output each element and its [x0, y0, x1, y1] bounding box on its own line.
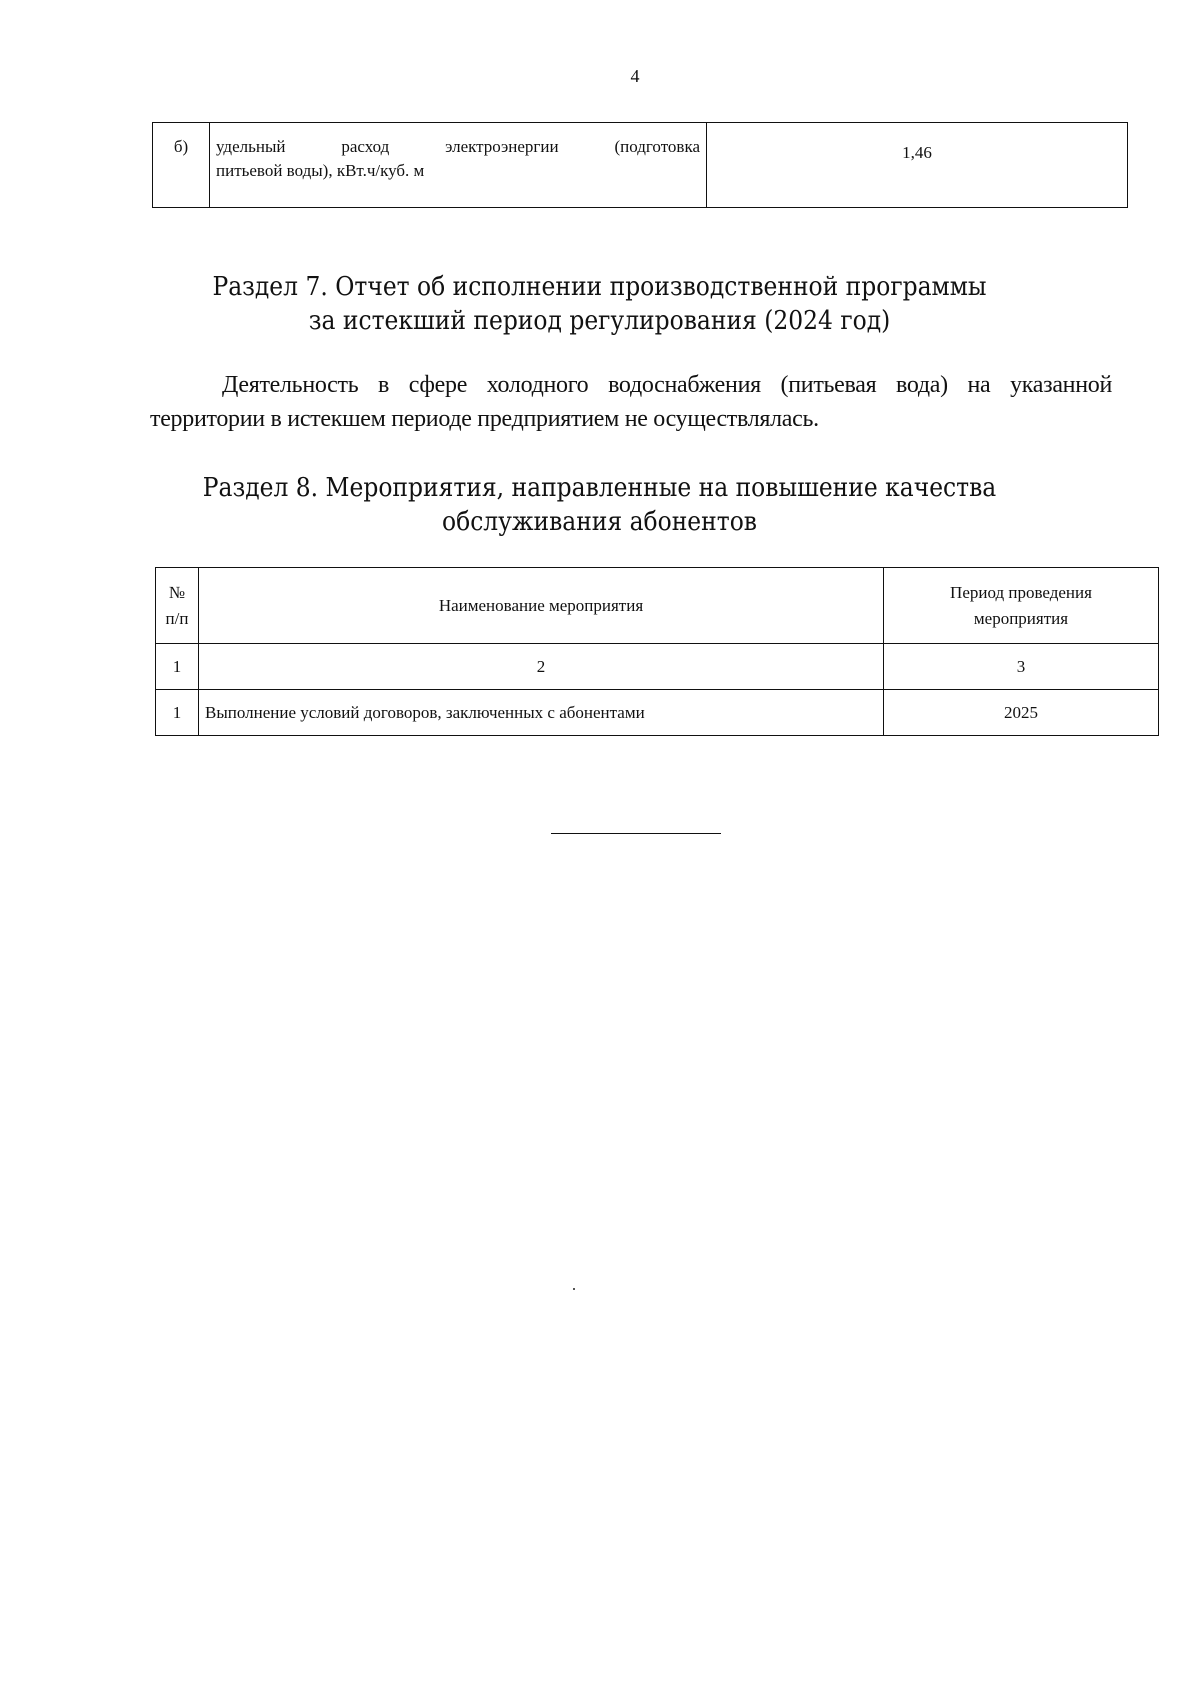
header-period-line2: мероприятия — [973, 608, 1069, 628]
table-row — [156, 690, 1159, 736]
table-header-row — [156, 568, 1159, 644]
indicator-name — [210, 123, 707, 208]
end-of-document-line — [551, 833, 721, 834]
indicator-word: (подготовка — [614, 137, 700, 156]
row-period: 2025 — [884, 690, 1159, 736]
header-number — [156, 568, 199, 644]
water-indicators-table-continuation — [152, 122, 1128, 208]
row-number: 1 — [156, 690, 199, 736]
header-number-line1: № — [168, 582, 186, 602]
section-8-heading — [60, 471, 1140, 539]
indicator-word: электроэнергии — [445, 137, 559, 156]
indicator-value: 1,46 — [707, 123, 1128, 208]
section-8-heading-line1: Раздел 8. Мероприятия, направленные на повышение качества — [202, 473, 997, 503]
index-cell: 2 — [199, 644, 884, 690]
page-number: 4 — [630, 66, 640, 86]
section-7-heading-line1: Раздел 7. Отчет об исполнении производственной программы — [212, 272, 987, 302]
index-cell: 1 — [156, 644, 199, 690]
index-cell: 3 — [884, 644, 1159, 690]
indicator-word: удельный — [216, 137, 286, 156]
header-name: Наименование мероприятия — [199, 568, 884, 644]
section-7-paragraph: Деятельность в сфере холодного водоснабжения (питьевая вода) на указанной территории в истекшем периоде предприятием не осуществлялась. — [150, 372, 1112, 432]
indicator-name-line1 — [216, 135, 700, 159]
section-7-heading-line2: за истекший период регулирования (2024 год) — [308, 306, 891, 336]
table-row — [153, 123, 1128, 208]
scan-speck — [573, 1288, 575, 1290]
section-8-heading-line2: обслуживания абонентов — [442, 507, 757, 537]
header-period-line1: Период проведения — [950, 582, 1092, 602]
indicator-word: расход — [341, 137, 390, 156]
row-letter: б) — [153, 123, 210, 208]
table-index-row — [156, 644, 1159, 690]
section-7-heading — [60, 270, 1140, 338]
header-period — [884, 568, 1159, 644]
measures-table — [155, 567, 1159, 736]
header-number-line2: п/п — [165, 608, 189, 628]
indicator-name-line2: питьевой воды), кВт.ч/куб. м — [216, 161, 425, 180]
row-measure-name: Выполнение условий договоров, заключенных с абонентами — [199, 690, 884, 736]
